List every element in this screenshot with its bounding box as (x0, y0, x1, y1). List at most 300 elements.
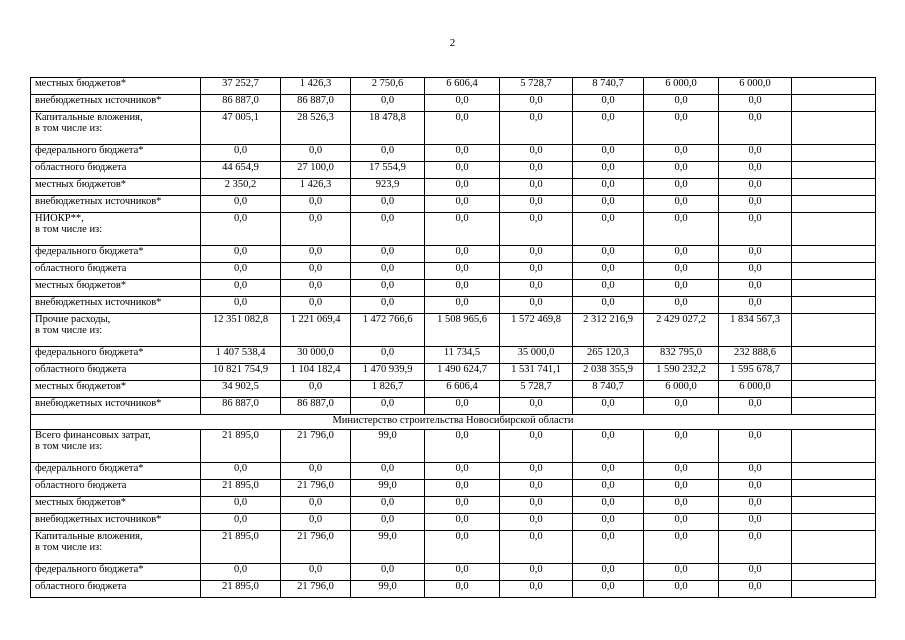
value-cell: 0,0 (719, 263, 792, 280)
row-label (31, 280, 201, 297)
value-cell: 6 000,0 (644, 381, 719, 398)
value-cell: 0,0 (351, 196, 425, 213)
value-cell: 0,0 (351, 564, 425, 581)
value-cell: 0,0 (500, 297, 573, 314)
value-cell: 0,0 (351, 95, 425, 112)
section-title: Министерство строительства Новосибирской области (31, 415, 876, 430)
value-cell: 0,0 (500, 246, 573, 263)
value-cell: 0,0 (573, 196, 644, 213)
value-cell (792, 514, 876, 531)
value-cell (792, 531, 876, 564)
table-row (31, 280, 876, 297)
value-cell: 35 000,0 (500, 347, 573, 364)
row-label-line: Всего финансовых затрат, (35, 430, 151, 441)
value-cell: 44 654,9 (201, 162, 281, 179)
value-cell: 0,0 (644, 263, 719, 280)
value-cell: 0,0 (425, 263, 500, 280)
value-cell: 1 508 965,6 (425, 314, 500, 347)
value-cell: 1 470 939,9 (351, 364, 425, 381)
value-cell: 1 426,3 (281, 179, 351, 196)
value-cell: 0,0 (351, 347, 425, 364)
row-label-line: местных бюджетов* (35, 179, 127, 190)
value-cell: 1 407 538,4 (201, 347, 281, 364)
value-cell: 0,0 (425, 497, 500, 514)
row-label (31, 514, 201, 531)
value-cell: 0,0 (281, 196, 351, 213)
table-row (31, 246, 876, 263)
value-cell: 6 000,0 (644, 78, 719, 95)
page-number: 2 (449, 37, 456, 49)
table-row (31, 314, 876, 347)
value-cell: 0,0 (425, 514, 500, 531)
row-label-line: федерального бюджета* (35, 145, 144, 156)
value-cell: 0,0 (573, 564, 644, 581)
value-cell: 0,0 (500, 196, 573, 213)
row-label-subline: в том числе из: (35, 325, 103, 336)
value-cell: 99,0 (351, 581, 425, 598)
value-cell: 0,0 (351, 514, 425, 531)
value-cell: 0,0 (644, 246, 719, 263)
row-label (31, 364, 201, 381)
value-cell (792, 398, 876, 415)
value-cell: 0,0 (573, 430, 644, 463)
value-cell: 27 100,0 (281, 162, 351, 179)
value-cell: 0,0 (719, 280, 792, 297)
value-cell: 2 312 216,9 (573, 314, 644, 347)
value-cell (792, 179, 876, 196)
row-label (31, 95, 201, 112)
row-label-line: внебюджетных источников* (35, 297, 162, 308)
value-cell: 0,0 (500, 480, 573, 497)
table-row (31, 531, 876, 564)
value-cell: 0,0 (500, 564, 573, 581)
value-cell: 0,0 (425, 112, 500, 145)
value-cell: 0,0 (281, 297, 351, 314)
value-cell (792, 364, 876, 381)
value-cell: 1 472 766,6 (351, 314, 425, 347)
row-label-line: областного бюджета (35, 364, 127, 375)
value-cell: 5 728,7 (500, 381, 573, 398)
value-cell: 0,0 (425, 564, 500, 581)
value-cell: 0,0 (351, 297, 425, 314)
value-cell: 21 895,0 (201, 531, 281, 564)
row-label (31, 145, 201, 162)
table-row (31, 581, 876, 598)
value-cell: 10 821 754,9 (201, 364, 281, 381)
value-cell: 0,0 (644, 480, 719, 497)
value-cell: 0,0 (573, 514, 644, 531)
value-cell: 0,0 (719, 297, 792, 314)
row-label-line: Капитальные вложения, (35, 112, 143, 123)
value-cell: 0,0 (644, 463, 719, 480)
value-cell: 0,0 (281, 246, 351, 263)
value-cell (792, 95, 876, 112)
row-label (31, 196, 201, 213)
value-cell: 0,0 (719, 463, 792, 480)
value-cell: 0,0 (425, 398, 500, 415)
value-cell: 0,0 (425, 280, 500, 297)
value-cell: 0,0 (719, 497, 792, 514)
value-cell: 30 000,0 (281, 347, 351, 364)
row-label-line: местных бюджетов* (35, 78, 127, 89)
table-row (31, 179, 876, 196)
row-label-line: областного бюджета (35, 581, 127, 592)
value-cell (792, 564, 876, 581)
table-row (31, 112, 876, 145)
table-row (31, 213, 876, 246)
value-cell: 0,0 (425, 581, 500, 598)
value-cell: 0,0 (719, 179, 792, 196)
value-cell: 0,0 (719, 564, 792, 581)
value-cell: 2 429 027,2 (644, 314, 719, 347)
value-cell: 0,0 (719, 112, 792, 145)
value-cell: 0,0 (201, 263, 281, 280)
row-label (31, 531, 201, 564)
value-cell: 0,0 (351, 280, 425, 297)
value-cell: 0,0 (281, 381, 351, 398)
row-label (31, 179, 201, 196)
value-cell: 0,0 (719, 213, 792, 246)
value-cell: 1 826,7 (351, 381, 425, 398)
table-row (31, 162, 876, 179)
value-cell: 0,0 (644, 581, 719, 598)
value-cell (792, 430, 876, 463)
value-cell: 0,0 (351, 497, 425, 514)
row-label-line: НИОКР**, (35, 213, 84, 224)
value-cell: 6 606,4 (425, 381, 500, 398)
table-row (31, 364, 876, 381)
value-cell: 2 750,6 (351, 78, 425, 95)
value-cell: 0,0 (719, 531, 792, 564)
row-label-line: областного бюджета (35, 263, 127, 274)
value-cell (792, 280, 876, 297)
row-label (31, 78, 201, 95)
value-cell: 0,0 (644, 497, 719, 514)
value-cell: 0,0 (719, 196, 792, 213)
value-cell: 1 590 232,2 (644, 364, 719, 381)
value-cell: 0,0 (500, 162, 573, 179)
value-cell: 0,0 (281, 463, 351, 480)
value-cell: 0,0 (201, 280, 281, 297)
value-cell: 0,0 (573, 263, 644, 280)
value-cell: 923,9 (351, 179, 425, 196)
value-cell: 0,0 (573, 398, 644, 415)
value-cell: 0,0 (201, 213, 281, 246)
value-cell: 21 796,0 (281, 480, 351, 497)
value-cell: 0,0 (425, 297, 500, 314)
row-label-line: федерального бюджета* (35, 564, 144, 575)
value-cell: 0,0 (719, 514, 792, 531)
value-cell: 0,0 (425, 162, 500, 179)
value-cell: 99,0 (351, 480, 425, 497)
value-cell: 0,0 (573, 581, 644, 598)
value-cell: 0,0 (281, 263, 351, 280)
value-cell: 21 895,0 (201, 480, 281, 497)
value-cell: 0,0 (719, 246, 792, 263)
value-cell: 0,0 (719, 430, 792, 463)
value-cell: 6 000,0 (719, 381, 792, 398)
value-cell: 1 531 741,1 (500, 364, 573, 381)
section-header-row (31, 415, 876, 430)
value-cell: 0,0 (281, 514, 351, 531)
table-row (31, 564, 876, 581)
value-cell: 37 252,7 (201, 78, 281, 95)
value-cell: 0,0 (500, 497, 573, 514)
row-label-subline: в том числе из: (35, 123, 103, 134)
row-label (31, 381, 201, 398)
value-cell: 21 796,0 (281, 581, 351, 598)
value-cell: 0,0 (500, 398, 573, 415)
value-cell: 0,0 (644, 162, 719, 179)
value-cell: 0,0 (425, 145, 500, 162)
value-cell: 232 888,6 (719, 347, 792, 364)
row-label (31, 263, 201, 280)
value-cell: 5 728,7 (500, 78, 573, 95)
row-label (31, 347, 201, 364)
value-cell: 0,0 (644, 95, 719, 112)
value-cell: 86 887,0 (201, 398, 281, 415)
value-cell: 0,0 (425, 430, 500, 463)
value-cell: 11 734,5 (425, 347, 500, 364)
value-cell: 0,0 (573, 463, 644, 480)
row-label (31, 430, 201, 463)
value-cell: 0,0 (573, 112, 644, 145)
value-cell: 0,0 (573, 531, 644, 564)
value-cell: 0,0 (500, 280, 573, 297)
value-cell: 34 902,5 (201, 381, 281, 398)
row-label (31, 246, 201, 263)
value-cell: 0,0 (719, 398, 792, 415)
value-cell: 0,0 (351, 398, 425, 415)
value-cell: 0,0 (201, 463, 281, 480)
value-cell: 17 554,9 (351, 162, 425, 179)
table-row (31, 398, 876, 415)
value-cell: 0,0 (500, 531, 573, 564)
value-cell: 0,0 (644, 179, 719, 196)
row-label-line: федерального бюджета* (35, 463, 144, 474)
value-cell: 0,0 (573, 145, 644, 162)
row-label (31, 398, 201, 415)
value-cell: 0,0 (573, 480, 644, 497)
value-cell: 0,0 (719, 480, 792, 497)
value-cell: 0,0 (719, 581, 792, 598)
value-cell: 0,0 (500, 95, 573, 112)
row-label (31, 463, 201, 480)
value-cell: 0,0 (425, 95, 500, 112)
table-row (31, 297, 876, 314)
value-cell: 0,0 (201, 196, 281, 213)
value-cell (792, 246, 876, 263)
value-cell (792, 381, 876, 398)
value-cell: 832 795,0 (644, 347, 719, 364)
value-cell: 0,0 (644, 430, 719, 463)
value-cell: 0,0 (573, 280, 644, 297)
table-row (31, 347, 876, 364)
value-cell: 0,0 (500, 112, 573, 145)
row-label-line: местных бюджетов* (35, 381, 127, 392)
value-cell: 0,0 (351, 246, 425, 263)
value-cell: 0,0 (425, 179, 500, 196)
value-cell: 0,0 (425, 246, 500, 263)
value-cell: 0,0 (425, 531, 500, 564)
value-cell (792, 497, 876, 514)
value-cell: 0,0 (644, 196, 719, 213)
value-cell: 0,0 (500, 213, 573, 246)
value-cell: 1 221 069,4 (281, 314, 351, 347)
value-cell: 12 351 082,8 (201, 314, 281, 347)
table-row (31, 263, 876, 280)
row-label-line: внебюджетных источников* (35, 95, 162, 106)
value-cell (792, 480, 876, 497)
value-cell: 2 350,2 (201, 179, 281, 196)
budget-table (30, 77, 876, 598)
value-cell (792, 162, 876, 179)
value-cell: 1 104 182,4 (281, 364, 351, 381)
row-label-subline: в том числе из: (35, 441, 103, 452)
value-cell: 0,0 (644, 145, 719, 162)
value-cell: 99,0 (351, 430, 425, 463)
row-label-line: внебюджетных источников* (35, 196, 162, 207)
table-row (31, 514, 876, 531)
value-cell (792, 263, 876, 280)
value-cell: 86 887,0 (281, 95, 351, 112)
row-label (31, 480, 201, 497)
value-cell: 0,0 (425, 463, 500, 480)
row-label-subline: в том числе из: (35, 542, 103, 553)
value-cell: 0,0 (500, 463, 573, 480)
value-cell: 0,0 (201, 297, 281, 314)
value-cell: 86 887,0 (201, 95, 281, 112)
value-cell: 0,0 (573, 246, 644, 263)
value-cell (792, 314, 876, 347)
row-label (31, 162, 201, 179)
row-label-line: областного бюджета (35, 480, 127, 491)
row-label-line: Капитальные вложения, (35, 531, 143, 542)
value-cell: 0,0 (500, 263, 573, 280)
value-cell: 0,0 (500, 145, 573, 162)
value-cell: 0,0 (351, 263, 425, 280)
value-cell: 0,0 (201, 514, 281, 531)
table-row (31, 430, 876, 463)
value-cell: 0,0 (351, 463, 425, 480)
value-cell: 0,0 (201, 497, 281, 514)
value-cell: 265 120,3 (573, 347, 644, 364)
row-label (31, 581, 201, 598)
value-cell (792, 581, 876, 598)
table-row (31, 95, 876, 112)
value-cell: 0,0 (281, 145, 351, 162)
value-cell (792, 463, 876, 480)
value-cell: 0,0 (573, 162, 644, 179)
table-row (31, 78, 876, 95)
value-cell: 0,0 (573, 213, 644, 246)
value-cell: 1 595 678,7 (719, 364, 792, 381)
row-label-subline: в том числе из: (35, 224, 103, 235)
table-row (31, 480, 876, 497)
value-cell: 0,0 (644, 398, 719, 415)
row-label (31, 112, 201, 145)
value-cell: 2 038 355,9 (573, 364, 644, 381)
value-cell: 0,0 (281, 564, 351, 581)
value-cell: 0,0 (644, 531, 719, 564)
value-cell: 0,0 (425, 196, 500, 213)
value-cell: 0,0 (719, 145, 792, 162)
value-cell: 0,0 (425, 213, 500, 246)
value-cell: 0,0 (281, 213, 351, 246)
value-cell: 8 740,7 (573, 381, 644, 398)
value-cell: 86 887,0 (281, 398, 351, 415)
value-cell: 47 005,1 (201, 112, 281, 145)
row-label-line: областного бюджета (35, 162, 127, 173)
value-cell: 0,0 (201, 564, 281, 581)
value-cell: 0,0 (500, 514, 573, 531)
budget-table-body (31, 78, 876, 598)
row-label-line: местных бюджетов* (35, 497, 127, 508)
value-cell (792, 213, 876, 246)
value-cell: 28 526,3 (281, 112, 351, 145)
value-cell: 0,0 (644, 564, 719, 581)
table-row (31, 497, 876, 514)
value-cell: 0,0 (351, 213, 425, 246)
value-cell (792, 196, 876, 213)
value-cell (792, 297, 876, 314)
value-cell: 0,0 (201, 246, 281, 263)
row-label-line: федерального бюджета* (35, 347, 144, 358)
value-cell: 21 796,0 (281, 430, 351, 463)
value-cell: 0,0 (351, 145, 425, 162)
value-cell: 0,0 (281, 497, 351, 514)
value-cell (792, 347, 876, 364)
value-cell (792, 78, 876, 95)
row-label-line: Прочие расходы, (35, 314, 111, 325)
value-cell: 21 895,0 (201, 581, 281, 598)
value-cell: 21 796,0 (281, 531, 351, 564)
value-cell: 0,0 (644, 297, 719, 314)
row-label-line: местных бюджетов* (35, 280, 127, 291)
value-cell: 6 606,4 (425, 78, 500, 95)
value-cell: 0,0 (719, 95, 792, 112)
value-cell: 0,0 (500, 430, 573, 463)
row-label (31, 213, 201, 246)
row-label-line: внебюджетных источников* (35, 398, 162, 409)
value-cell: 0,0 (201, 145, 281, 162)
table-row (31, 196, 876, 213)
value-cell: 0,0 (644, 112, 719, 145)
value-cell: 0,0 (425, 480, 500, 497)
value-cell (792, 112, 876, 145)
table-row (31, 381, 876, 398)
value-cell: 18 478,8 (351, 112, 425, 145)
value-cell: 0,0 (500, 581, 573, 598)
value-cell (792, 145, 876, 162)
value-cell: 0,0 (500, 179, 573, 196)
row-label (31, 497, 201, 514)
value-cell: 0,0 (573, 497, 644, 514)
value-cell: 0,0 (573, 179, 644, 196)
value-cell: 21 895,0 (201, 430, 281, 463)
value-cell: 0,0 (644, 213, 719, 246)
value-cell: 1 426,3 (281, 78, 351, 95)
value-cell: 1 490 624,7 (425, 364, 500, 381)
value-cell: 8 740,7 (573, 78, 644, 95)
value-cell: 0,0 (281, 280, 351, 297)
row-label (31, 297, 201, 314)
row-label-line: федерального бюджета* (35, 246, 144, 257)
row-label (31, 564, 201, 581)
value-cell: 6 000,0 (719, 78, 792, 95)
value-cell: 99,0 (351, 531, 425, 564)
row-label-line: внебюджетных источников* (35, 514, 162, 525)
